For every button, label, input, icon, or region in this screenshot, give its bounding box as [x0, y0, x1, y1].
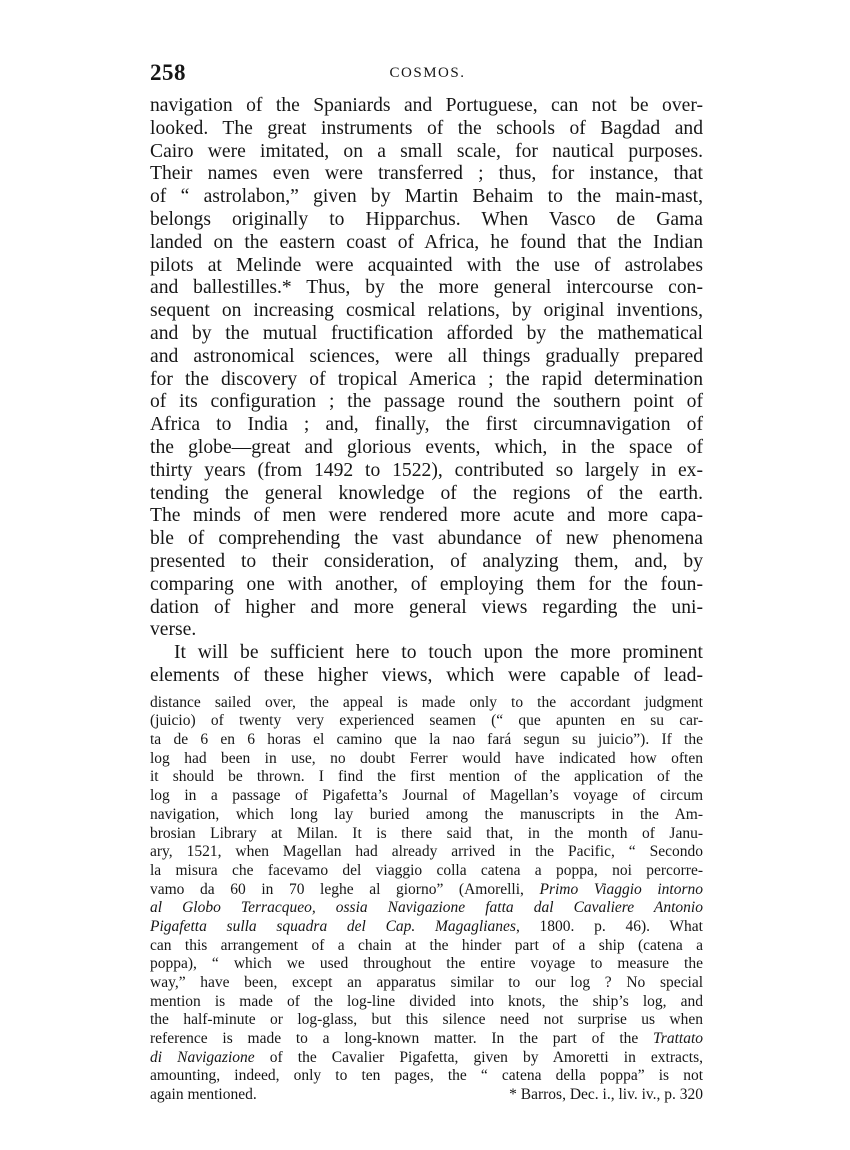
text-line: the globe—great and glorious events, which, in the space of: [150, 436, 703, 458]
footnote-text: vamo da 60 in 70 leghe al giorno” (Amorelli,: [150, 880, 540, 898]
footnotes: [150, 694, 703, 1105]
page-header: [150, 60, 705, 88]
footnote-italic: di Navigazione: [150, 1048, 255, 1066]
footnote-text: , 1800. p. 46). What: [515, 917, 703, 935]
page-number: 258: [150, 60, 186, 85]
text-line: It will be sufficient here to touch upon the more prominent: [174, 642, 703, 664]
main-text: [150, 95, 703, 688]
footnote-italic: Primo Viaggio intorno: [539, 880, 703, 898]
footnote-line: [150, 881, 703, 900]
footnote-line: poppa), “ which we used throughout the entire voyage to measure the: [150, 955, 703, 973]
running-title: COSMOS.: [389, 65, 466, 81]
footnote-line: mention is made of the log-line divided into knots, the ship’s log, and: [150, 992, 703, 1010]
text-line: Africa to India ; and, finally, the first circumnavigation of: [150, 414, 703, 436]
text-line: belongs originally to Hipparchus. When Vasco de Gama: [150, 208, 703, 230]
text-line: sequent on increasing cosmical relations, by original inventions,: [150, 300, 703, 322]
footnote-line: can this arrangement of a chain at the hinder part of a ship (catena a: [150, 936, 703, 954]
text-line: for the discovery of tropical America ; the rapid determination: [150, 368, 703, 390]
text-line: landed on the eastern coast of Africa, he found that the Indian: [150, 231, 703, 253]
text-line: pilots at Melinde were acquainted with the use of astrolabes: [150, 254, 703, 276]
footnote-line: log in a passage of Pigafetta’s Journal of Magellan’s voyage of circum: [150, 787, 703, 805]
text-line: of “ astrolabon,” given by Martin Behaim to the main-mast,: [150, 186, 703, 208]
text-line: thirty years (from 1492 to 1522), contributed so largely in ex-: [150, 459, 703, 481]
text-line: navigation of the Spaniards and Portuguese, can not be over-: [150, 95, 703, 116]
footnote-line: [150, 1086, 703, 1105]
text-line: of its configuration ; the passage round the southern point of: [150, 391, 703, 413]
text-line: comparing one with another, of employing them for the foun-: [150, 573, 703, 595]
footnote-line: (juicio) of twenty very experienced seamen (“ que apunten en su car-: [150, 712, 703, 730]
footnote-line: [150, 1049, 703, 1068]
footnote-marker-text: * Barros, Dec. i., liv. iv., p. 320: [509, 1086, 703, 1104]
footnote-text: of the Cavalier Pigafetta, given by Amoretti in extracts,: [254, 1048, 703, 1066]
footnote-line: the half-minute or log-glass, but this silence need not surprise us when: [150, 1011, 703, 1029]
footnote-line: [150, 899, 703, 918]
footnote-line: ta de 6 en 6 horas el camino que la nao fará segun su juicio”). If the: [150, 731, 703, 749]
footnote-line: navigation, which long lay buried among the manuscripts in the Am-: [150, 805, 703, 823]
footnote-line: la misura che facevamo del viaggio colla catena a poppa, noi percorre-: [150, 861, 703, 879]
footnote-line: amounting, indeed, only to ten pages, the “ catena della poppa” is not: [150, 1067, 703, 1085]
footnote-line: brosian Library at Milan. It is there said that, in the month of Janu-: [150, 824, 703, 842]
footnote-italic: Trattato: [653, 1030, 703, 1048]
footnote-italic: Pigafetta sulla squadra del Cap. Magaglianes: [150, 917, 516, 935]
text-line: Their names even were transferred ; thus, for instance, that: [150, 163, 703, 185]
footnote-text: again mentioned.: [150, 1086, 257, 1104]
footnote-line: log had been in use, no doubt Ferrer would have indicated how often: [150, 749, 703, 767]
text-line: The minds of men were rendered more acute and more capa-: [150, 505, 703, 527]
text-line: and by the mutual fructification afforded by the mathematical: [150, 322, 703, 344]
footnote-line: [150, 1030, 703, 1049]
text-line: presented to their consideration, of analyzing them, and, by: [150, 550, 703, 572]
text-line: dation of higher and more general views regarding the uni-: [150, 596, 703, 618]
text-line: looked. The great instruments of the schools of Bagdad and: [150, 117, 703, 139]
footnote-line: ary, 1521, when Magellan had already arrived in the Pacific, “ Secondo: [150, 843, 703, 861]
text-line: Cairo were imitated, on a small scale, for nautical purposes.: [150, 140, 703, 162]
text-line: ble of comprehending the vast abundance of new phenomena: [150, 528, 703, 550]
text-line: and astronomical sciences, were all things gradually prepared: [150, 345, 703, 367]
text-line: and ballestilles.* Thus, by the more general intercourse con-: [150, 277, 703, 299]
footnote-text: reference is made to a long-known matter. In the part of the: [150, 1030, 654, 1048]
text-line: tending the general knowledge of the regions of the earth.: [150, 482, 703, 504]
page-body: [150, 95, 703, 1105]
text-line: elements of these higher views, which were capable of lead-: [150, 664, 703, 686]
footnote-line: distance sailed over, the appeal is made only to the accordant judgment: [150, 693, 703, 711]
footnote-line: way,” have been, except an apparatus similar to our log ? No special: [150, 974, 703, 992]
footnote-line: [150, 918, 703, 937]
text-line: verse.: [150, 619, 197, 641]
footnote-line: it should be thrown. I find the first mention of the application of the: [150, 768, 703, 786]
footnote-italic: al Globo Terracqueo, ossia Navigazione fatta dal Cavaliere Antonio: [150, 899, 703, 917]
